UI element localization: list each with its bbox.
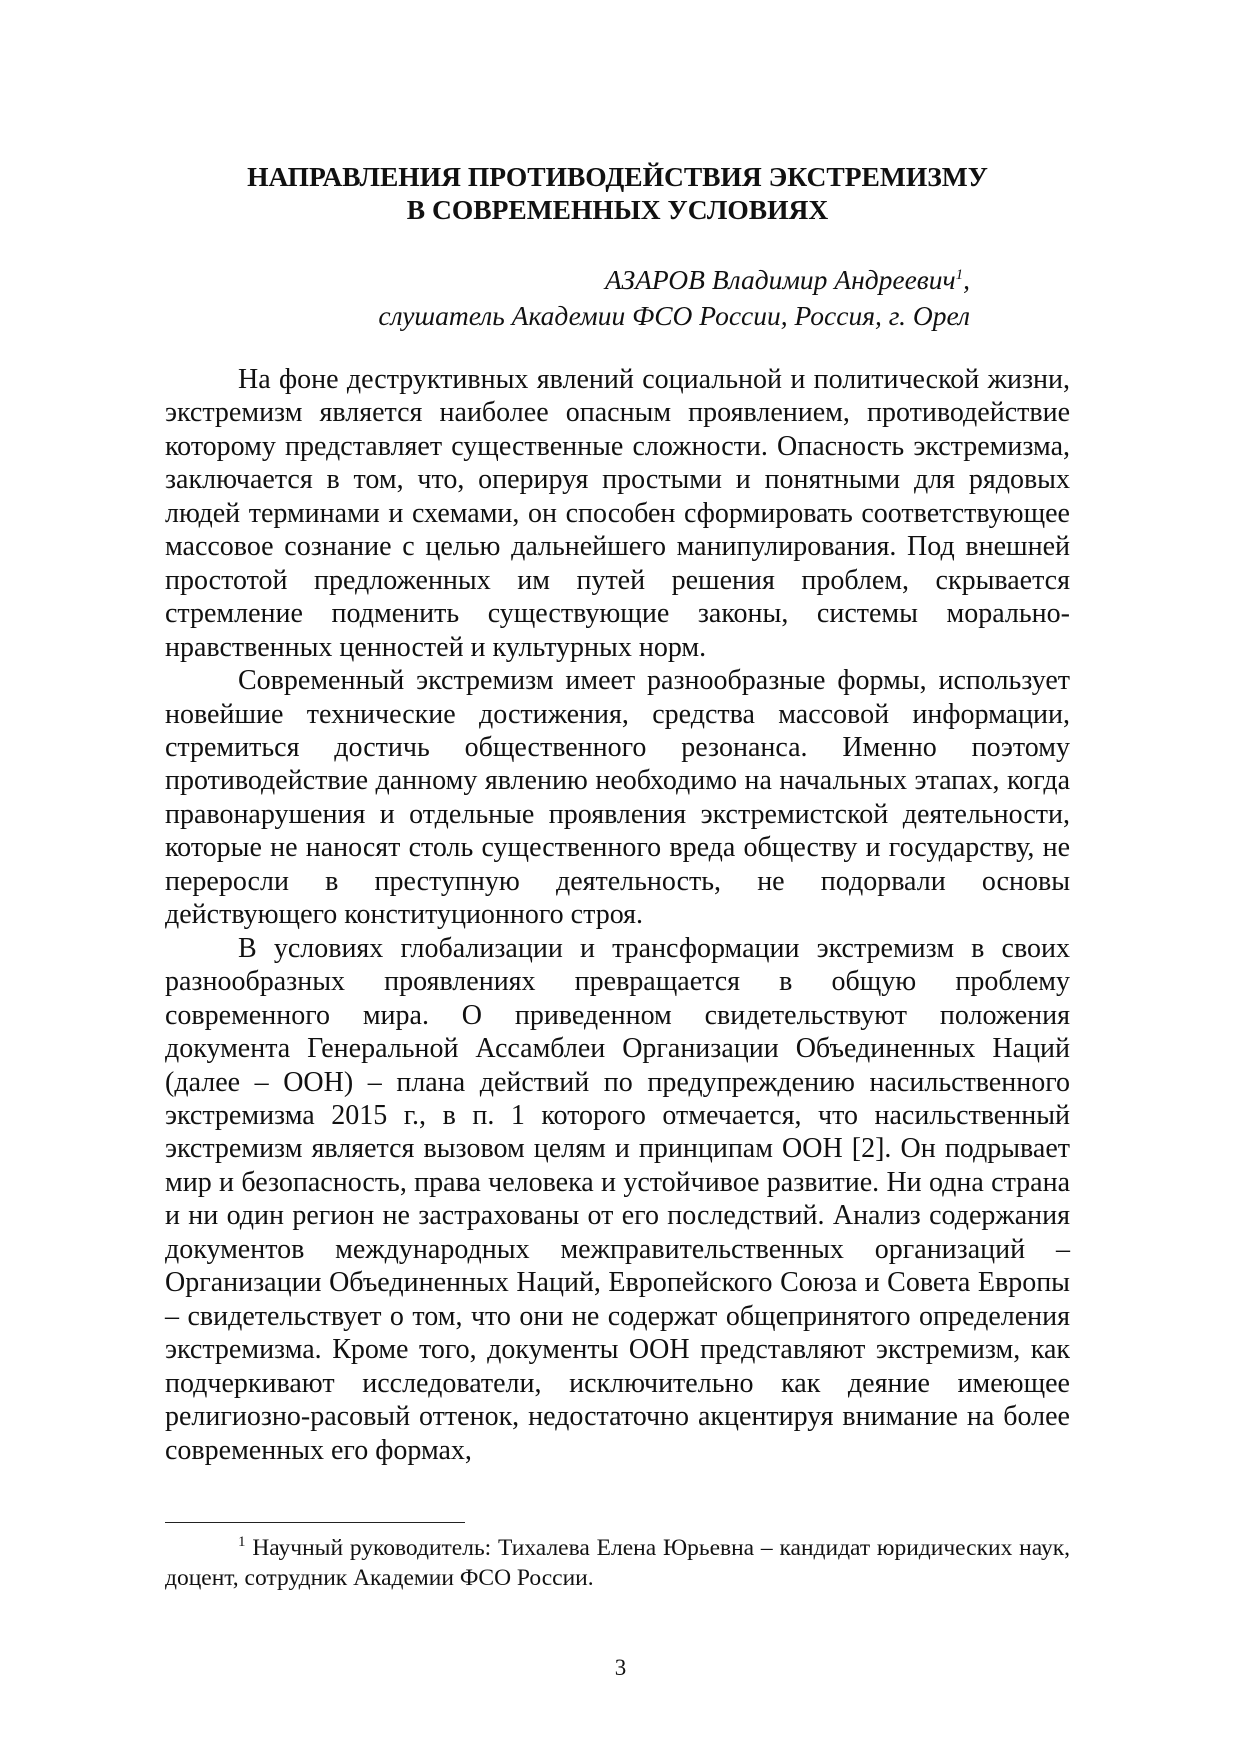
author-block xyxy=(378,262,970,334)
article-body xyxy=(165,363,1070,1467)
author-footnote-marker[interactable]: 1 xyxy=(955,266,964,283)
author-line xyxy=(378,262,970,298)
footnote xyxy=(165,1533,1070,1593)
author-name-suffix: , xyxy=(963,264,970,295)
body-paragraph-2: Современный экстремизм имеет разнообразные формы, использует новейшие технические достижения, средства массовой информации, стремиться достичь общественного резонанса. Именно поэтому противодействие данному явлению необходимо на начальных этапах, когда правонарушения и отдельные проявления экстремистской деятельности, которые не наносят столь существенного вреда обществу и государству, не переросли в преступную деятельность, не подорвали основы действующего конституционного строя. xyxy=(165,665,1070,931)
article-title-line-1: НАПРАВЛЕНИЯ ПРОТИВОДЕЙСТВИЯ ЭКСТРЕМИЗМУ xyxy=(247,161,988,192)
footnote-separator xyxy=(165,1522,465,1523)
article-title-line-2: В СОВРЕМЕННЫХ УСЛОВИЯХ xyxy=(406,194,829,225)
page-number: 3 xyxy=(614,1655,627,1680)
footnote-text: Научный руководитель: Тихалева Елена Юрьевна – кандидат юридических наук, доцент, сотрудник Академии ФСО России. xyxy=(165,1535,1071,1591)
article-title xyxy=(165,160,1070,226)
author-name: АЗАРОВ Владимир Андреевич xyxy=(605,264,956,295)
footnote-marker: 1 xyxy=(238,1534,246,1551)
body-paragraph-1: На фоне деструктивных явлений социальной и политической жизни, экстремизм является наиболее опасным проявлением, противодействие которому представляет существенные сложности. Опасность экстремизма, заключается в том, что, оперируя простыми и понятными для рядовых людей терминами и схемами, он способен сформировать соответствующее массовое сознание с целью дальнейшего манипулирования. Под внешней простотой предложенных им путей решения проблем, скрывается стремление подменить существующие законы, системы морально-нравственных ценностей и культурных норм. xyxy=(165,364,1070,663)
body-paragraph-3: В условиях глобализации и трансформации экстремизм в своих разнообразных проявлениях превращается в общую проблему современного мира. О приведенном свидетельствуют положения документа Генеральной Ассамблеи Организации Объединенных Наций (далее – ООН) – плана действий по предупреждению насильственного экстремизма 2015 г., в п. 1 которого отмечается, что насильственный экстремизм является вызовом целям и принципам ООН [2]. Он подрывает мир и безопасность, права человека и устойчивое развитие. Ни одна страна и ни один регион не застрахованы от его последствий. Анализ содержания документов международных межправительственных организаций – Организации Объединенных Наций, Европейского Союза и Совета Европы – свидетельствует о том, что они не содержат общепринятого определения экстремизма. Кроме того, документы ООН представляют экстремизм, как подчеркивают исследователи, исключительно как деяние имеющее религиозно-расовый оттенок, недостаточно акцентируя внимание на более современных его формах, xyxy=(165,932,1070,1466)
author-affiliation: слушатель Академии ФСО России, Россия, г. Орел xyxy=(378,300,970,331)
